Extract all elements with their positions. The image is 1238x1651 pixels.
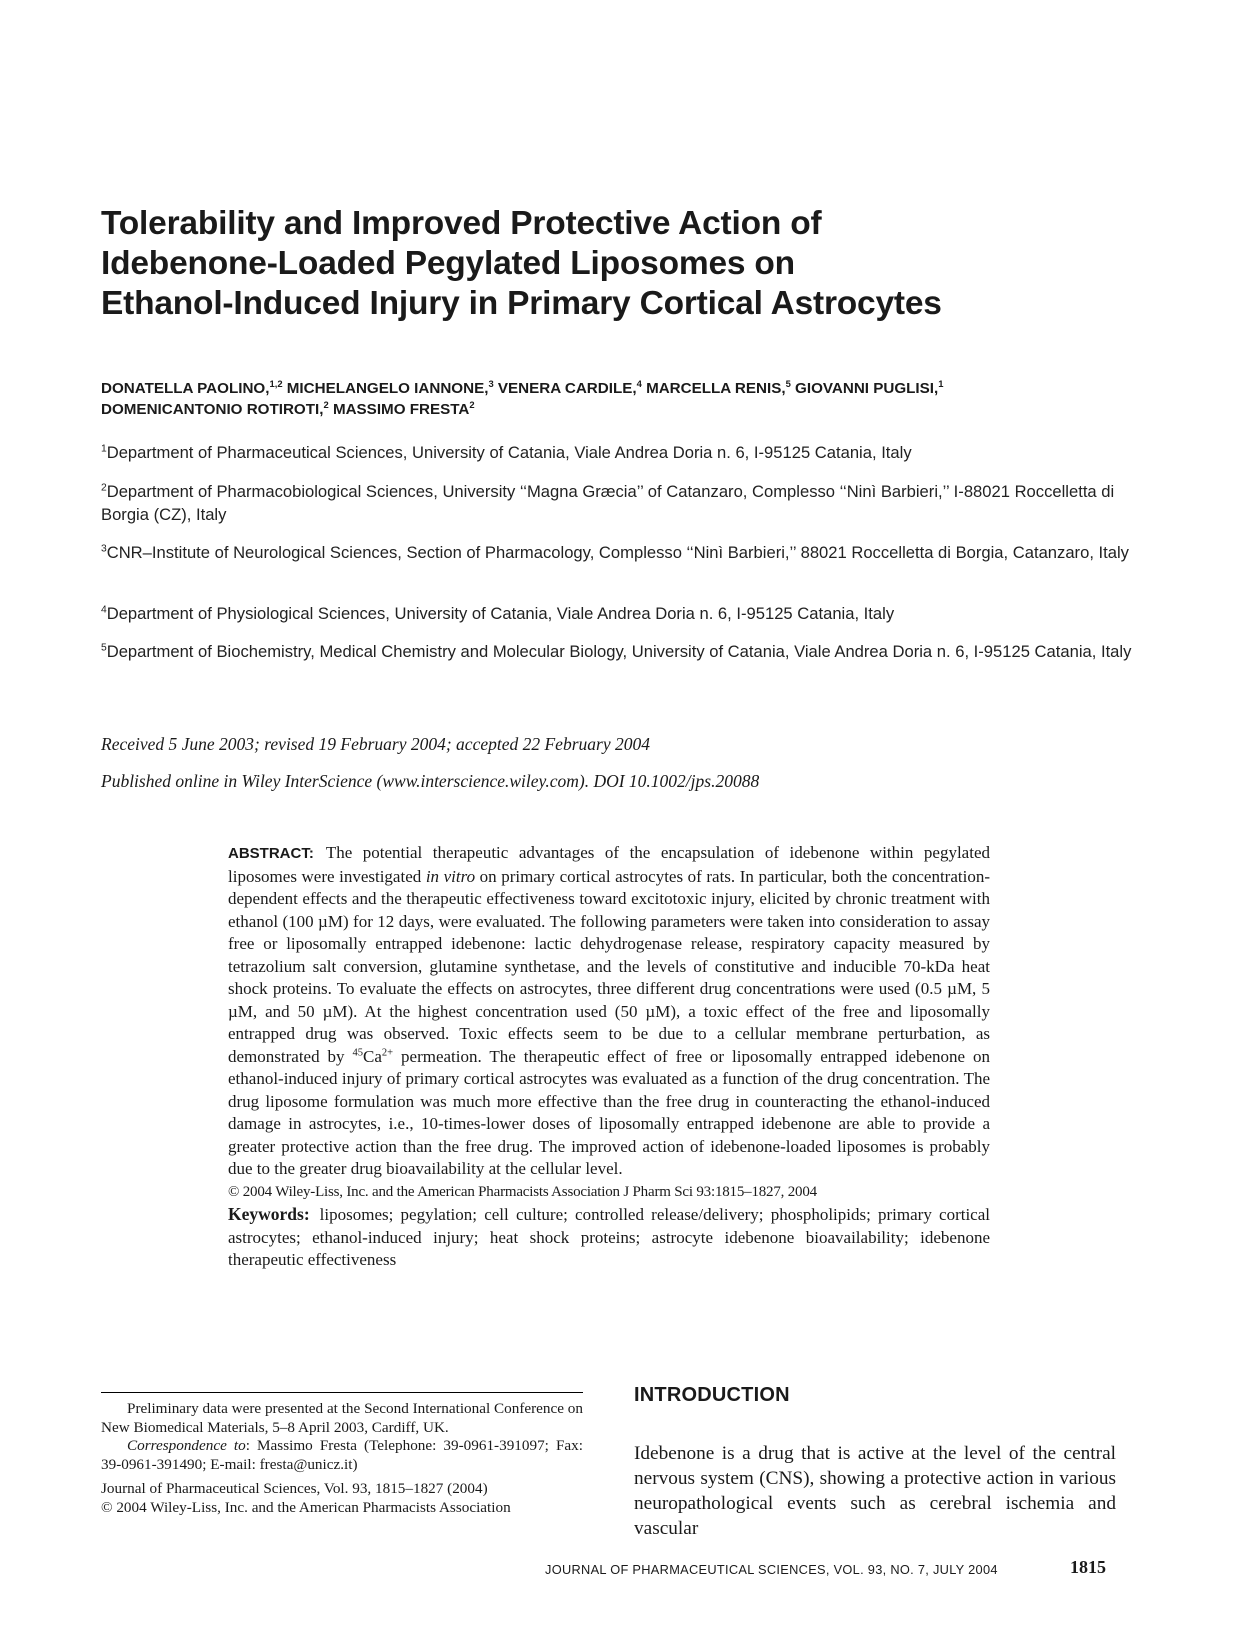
author-name: VENERA CARDILE, — [497, 380, 637, 397]
author-list — [101, 378, 1141, 420]
affiliation-text: Department of Pharmacobiological Sciences, University ‘‘Magna Græcia’’ of Catanzaro, Complesso ‘‘Ninì Barbieri,’’ I-88021 Roccelletta di Borgia (CZ), Italy — [101, 482, 1115, 524]
affiliation — [101, 602, 1141, 625]
correspondence-text: : Massimo Fresta (Telephone: 39-0961-391097; Fax: 39-0961-391490; E-mail: fresta@unicz.it) — [101, 1437, 583, 1473]
affiliation-number: 4 — [101, 604, 107, 616]
title-line: Idebenone-Loaded Pegylated Liposomes on — [101, 245, 795, 282]
author-name: DONATELLA PAOLINO, — [101, 380, 270, 397]
affiliation-text: Department of Physiological Sciences, University of Catania, Viale Andrea Doria n. 6, I-95125 Catania, Italy — [106, 604, 895, 623]
author-line — [101, 399, 1141, 420]
author-affiliation-mark: 3 — [488, 378, 494, 390]
received-dates: Received 5 June 2003; revised 19 February 2004; accepted 22 February 2004 — [101, 734, 650, 754]
footnote-preliminary: Preliminary data were presented at the Second International Conference on New Biomedical Materials, 5–8 April 2003, Cardiff, UK. — [101, 1400, 583, 1436]
affiliation-number: 3 — [101, 543, 107, 555]
page-number: 1815 — [1070, 1557, 1106, 1577]
abstract-text: The potential therapeutic advantages of the encapsulation of idebenone within pegylated liposomes were investigated — [228, 843, 990, 886]
author-name: DOMENICANTONIO ROTIROTI, — [101, 401, 324, 418]
author-affiliation-mark: 5 — [785, 378, 791, 390]
author-affiliation-mark: 1 — [938, 378, 944, 390]
keywords-text: liposomes; pegylation; cell culture; controlled release/delivery; phospholipids; primary cortical astrocytes; ethanol-induced injury; heat shock proteins; astrocyte idebenone bioavailability; idebenone therapeutic effectiveness — [228, 1205, 990, 1269]
author-affiliation-mark: 2 — [469, 399, 475, 411]
isotope-mass: 45 — [352, 1046, 363, 1058]
affiliation-number: 1 — [101, 443, 107, 455]
keywords — [228, 1203, 990, 1272]
abstract-label: ABSTRACT: — [228, 845, 314, 862]
correspondence-label: Correspondence to — [127, 1437, 246, 1454]
abstract — [228, 842, 990, 1272]
title-line: Ethanol-Induced Injury in Primary Cortical Astrocytes — [101, 285, 942, 322]
footnote-copyright: © 2004 Wiley-Liss, Inc. and the American Pharmacists Association — [101, 1498, 511, 1516]
author-affiliation-mark: 1,2 — [269, 378, 283, 390]
author-line — [101, 378, 1141, 399]
abstract-italic-term: in vitro — [425, 866, 476, 886]
article-title — [101, 204, 1101, 324]
affiliation-text: Department of Pharmaceutical Sciences, University of Catania, Viale Andrea Doria n. 6, I-95125 Catania, Italy — [106, 443, 912, 462]
author-affiliation-mark: 4 — [636, 378, 642, 390]
footnote-divider — [101, 1392, 583, 1393]
publication-info: Published online in Wiley InterScience (www.interscience.wiley.com). DOI 10.1002/jps.20088 — [101, 771, 760, 791]
affiliation-text: CNR–Institute of Neurological Sciences, Section of Pharmacology, Complesso ‘‘Ninì Barbieri,’’ 88021 Roccelletta di Borgia, Catanzaro, Italy — [106, 543, 1129, 562]
affiliation — [101, 541, 1141, 564]
author-name: MARCELLA RENIS, — [646, 380, 786, 397]
affiliation-text: Department of Biochemistry, Medical Chemistry and Molecular Biology, University of Catania, Viale Andrea Doria n. 6, I-95125 Catania, Italy — [106, 642, 1132, 661]
abstract-copyright: © 2004 Wiley-Liss, Inc. and the American Pharmacists Association J Pharm Sci 93:1815–1827, 2004 — [228, 1183, 817, 1200]
author-affiliation-mark: 2 — [323, 399, 329, 411]
author-name: GIOVANNI PUGLISI, — [795, 380, 939, 397]
footnotes — [101, 1400, 583, 1517]
title-line: Tolerability and Improved Protective Action of — [101, 205, 822, 242]
author-name: MICHELANGELO IANNONE, — [286, 380, 489, 397]
affiliation — [101, 480, 1141, 526]
affiliation — [101, 441, 1141, 464]
affiliation-number: 2 — [101, 482, 107, 494]
abstract-text: permeation. The therapeutic effect of free or liposomally entrapped idebenone on ethanol-induced injury of primary cortical astrocytes was evaluated as a function of the drug concentration. The drug liposome formulation was much more effective than the free drug in counteracting the ethanol-induced damage in astrocytes, i.e., 10-times-lower doses of liposomally entrapped idebenone are able to provide a greater protective action than the free drug. The improved action of idebenone-loaded liposomes is probably due to the greater drug bioavailability at the cellular level. — [228, 1046, 990, 1178]
author-name: MASSIMO FRESTA — [332, 401, 470, 418]
section-heading: INTRODUCTION — [634, 1384, 790, 1406]
footnote-journal: Journal of Pharmaceutical Sciences, Vol. 93, 1815–1827 (2004) — [101, 1480, 488, 1497]
keywords-label: Keywords: — [228, 1204, 310, 1224]
running-footer: JOURNAL OF PHARMACEUTICAL SCIENCES, VOL. 93, NO. 7, JULY 2004 — [545, 1562, 998, 1577]
ion-charge: 2+ — [381, 1046, 394, 1058]
footnote-correspondence — [101, 1437, 583, 1474]
affiliation-number: 5 — [101, 642, 107, 654]
introduction-text: Idebenone is a drug that is active at the level of the central nervous system (CNS), showing a protective action in various neuropathological events such as cerebral ischemia and vascular — [634, 1443, 1116, 1539]
affiliation — [101, 640, 1141, 663]
abstract-text: on primary cortical astrocytes of rats. In particular, both the concentration-dependent effects and the therapeutic effectiveness toward excitotoxic injury, elicited by chronic treatment with ethanol (100 µM) for 12 days, were evaluated. The following parameters were taken into consideration to assay free or liposomally entrapped idebenone: lactic dehydrogenase release, respiratory capacity measured by tetrazolium salt conversion, glutamine synthetase, and the levels of constitutive and inducible 70-kDa heat shock proteins. To evaluate the effects on astrocytes, three different drug concentrations were used (0.5 µM, 5 µM, and 50 µM). At the highest concentration used (50 µM), a toxic effect of the free and liposomally entrapped drug was observed. Toxic effects seem to be due to a cellular membrane perturbation, as demonstrated by — [228, 866, 990, 1066]
element-symbol: Ca — [362, 1046, 382, 1066]
